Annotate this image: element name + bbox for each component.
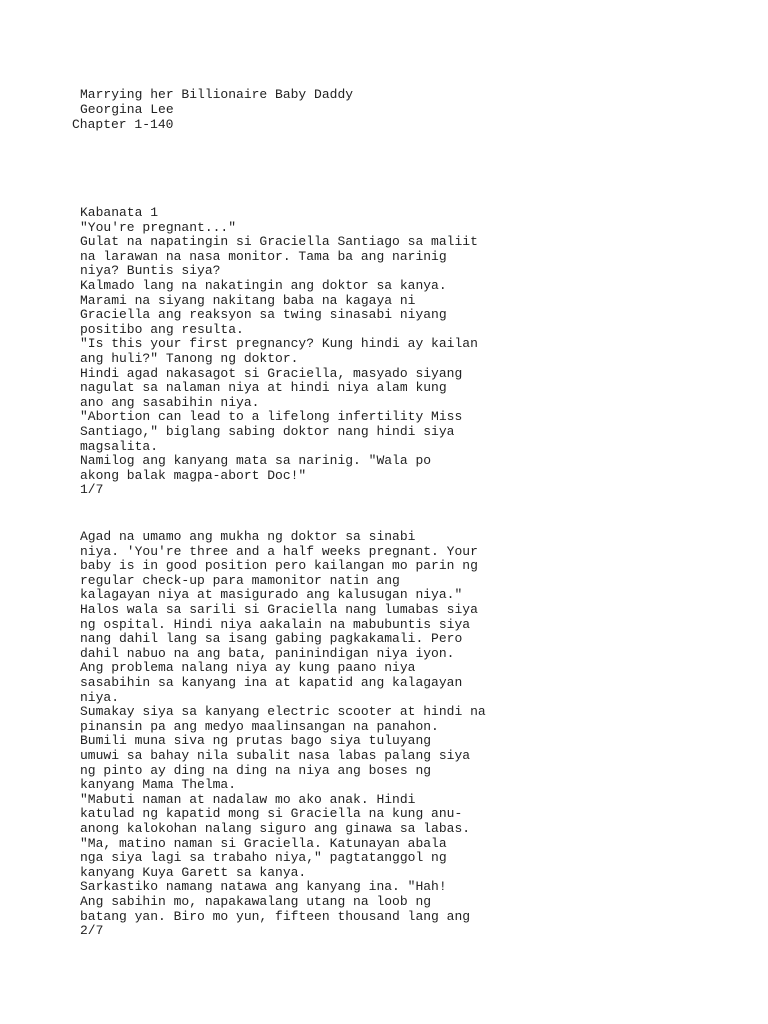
text-line: magsalita.	[80, 438, 159, 454]
text-line: nga siya lagi sa trabaho niya," pagtatanggol ng	[80, 850, 447, 866]
text-line: "You're pregnant..."	[80, 219, 237, 235]
book-title: Marrying her Billionaire Baby Daddy	[80, 87, 354, 102]
text-line: "Mabuti naman at nadalaw mo ako anak. Hindi	[80, 791, 416, 807]
text-line: nang dahil lang sa isang gabing pagkakamali. Pero	[80, 631, 463, 647]
text-line: kanyang Mama Thelma.	[80, 777, 237, 793]
text-line: Halos wala sa sarili si Graciella nang lumabas siya	[80, 602, 478, 617]
text-line: niya.	[80, 689, 120, 705]
text-line: Kabanata 1	[80, 205, 159, 220]
text-line: katulad ng kapatid mong si Graciella na kung anu-	[80, 806, 463, 822]
text-line: dahil nabuo na ang bata, paninindigan niya iyon.	[80, 645, 455, 661]
text-line: akong balak magpa-abort Doc!"	[80, 467, 307, 483]
text-line: Santiago," biglang sabing doktor nang hindi siya	[80, 424, 455, 439]
text-line: "Is this your first pregnancy? Kung hindi ay kailan	[80, 336, 478, 352]
text-line: Kalmado lang na nakatingin ang doktor sa kanya.	[80, 278, 447, 293]
text-line: Bumili muna siva ng prutas bago siya tuluyang	[80, 733, 432, 749]
text-line: kanyang Kuya Garett sa kanya.	[80, 864, 307, 880]
text-line: batang yan. Biro mo yun, fifteen thousand lang ang	[80, 908, 471, 924]
text-line: regular check-up para mamonitor natin ang	[80, 572, 400, 588]
text-line: Hindi agad nakasagot si Graciella, masyado siyang	[80, 365, 463, 381]
text-line: 1/7	[80, 482, 104, 498]
text-line: ng ospital. Hindi niya aakalain na mabubuntis siya	[80, 616, 471, 632]
text-line: kalagayan niya at masigurado ang kalusugan niya."	[80, 587, 463, 603]
text-line: Sarkastiko namang natawa ang kanyang ina. "Hah!	[80, 879, 447, 895]
text-line: 2/7	[80, 923, 104, 939]
text-line: Sumakay siya sa kanyang electric scooter at hindi na	[80, 704, 486, 720]
text-line: niya? Buntis siya?	[80, 263, 221, 279]
text-line: ang huli?" Tanong ng doktor.	[80, 351, 299, 366]
text-line: nagulat sa nalaman niya at hindi niya alam kung	[80, 380, 447, 396]
text-line: baby is in good position pero kailangan mo parin ng	[80, 558, 478, 574]
text-line: "Ma, matino naman si Graciella. Katunayan abala	[80, 835, 447, 851]
text-line: niya. 'You're three and a half weeks pregnant. Your	[80, 543, 478, 559]
text-line: anong kalokohan nalang siguro ang ginawa sa labas.	[80, 821, 471, 836]
text-line: umuwi sa bahay nila subalit nasa labas palang siya	[80, 748, 471, 763]
text-line: Gulat na napatingin si Graciella Santiago sa maliit	[80, 234, 478, 250]
book-author: Georgina Lee	[80, 102, 174, 117]
text-line: Graciella ang reaksyon sa twing sinasabi niyang	[80, 307, 447, 323]
text-line: Ang problema nalang niya ay kung paano niya	[80, 660, 416, 676]
text-line: positibo ang resulta.	[80, 321, 244, 337]
text-line: pinansin pa ang medyo maalinsangan na panahon.	[80, 718, 439, 734]
text-line: sasabihin sa kanyang ina at kapatid ang kalagayan	[80, 675, 463, 690]
text-line: ng pinto ay ding na ding na niya ang boses ng	[80, 762, 432, 778]
text-line: Ang sabihin mo, napakawalang utang na loob ng	[80, 894, 432, 909]
text-line: ano ang sasabihin niya.	[80, 394, 260, 410]
text-line: Agad na umamo ang mukha ng doktor sa sinabi	[80, 529, 416, 544]
text-line: "Abortion can lead to a lifelong infertility Miss	[80, 409, 463, 425]
text-line: Namilog ang kanyang mata sa narinig. "Wala po	[80, 453, 432, 469]
text-line: na larawan na nasa monitor. Tama ba ang narinig	[80, 248, 447, 264]
chapter-range: Chapter 1-140	[72, 117, 174, 132]
text-line: Marami na siyang nakitang baba na kagaya ni	[80, 292, 416, 308]
